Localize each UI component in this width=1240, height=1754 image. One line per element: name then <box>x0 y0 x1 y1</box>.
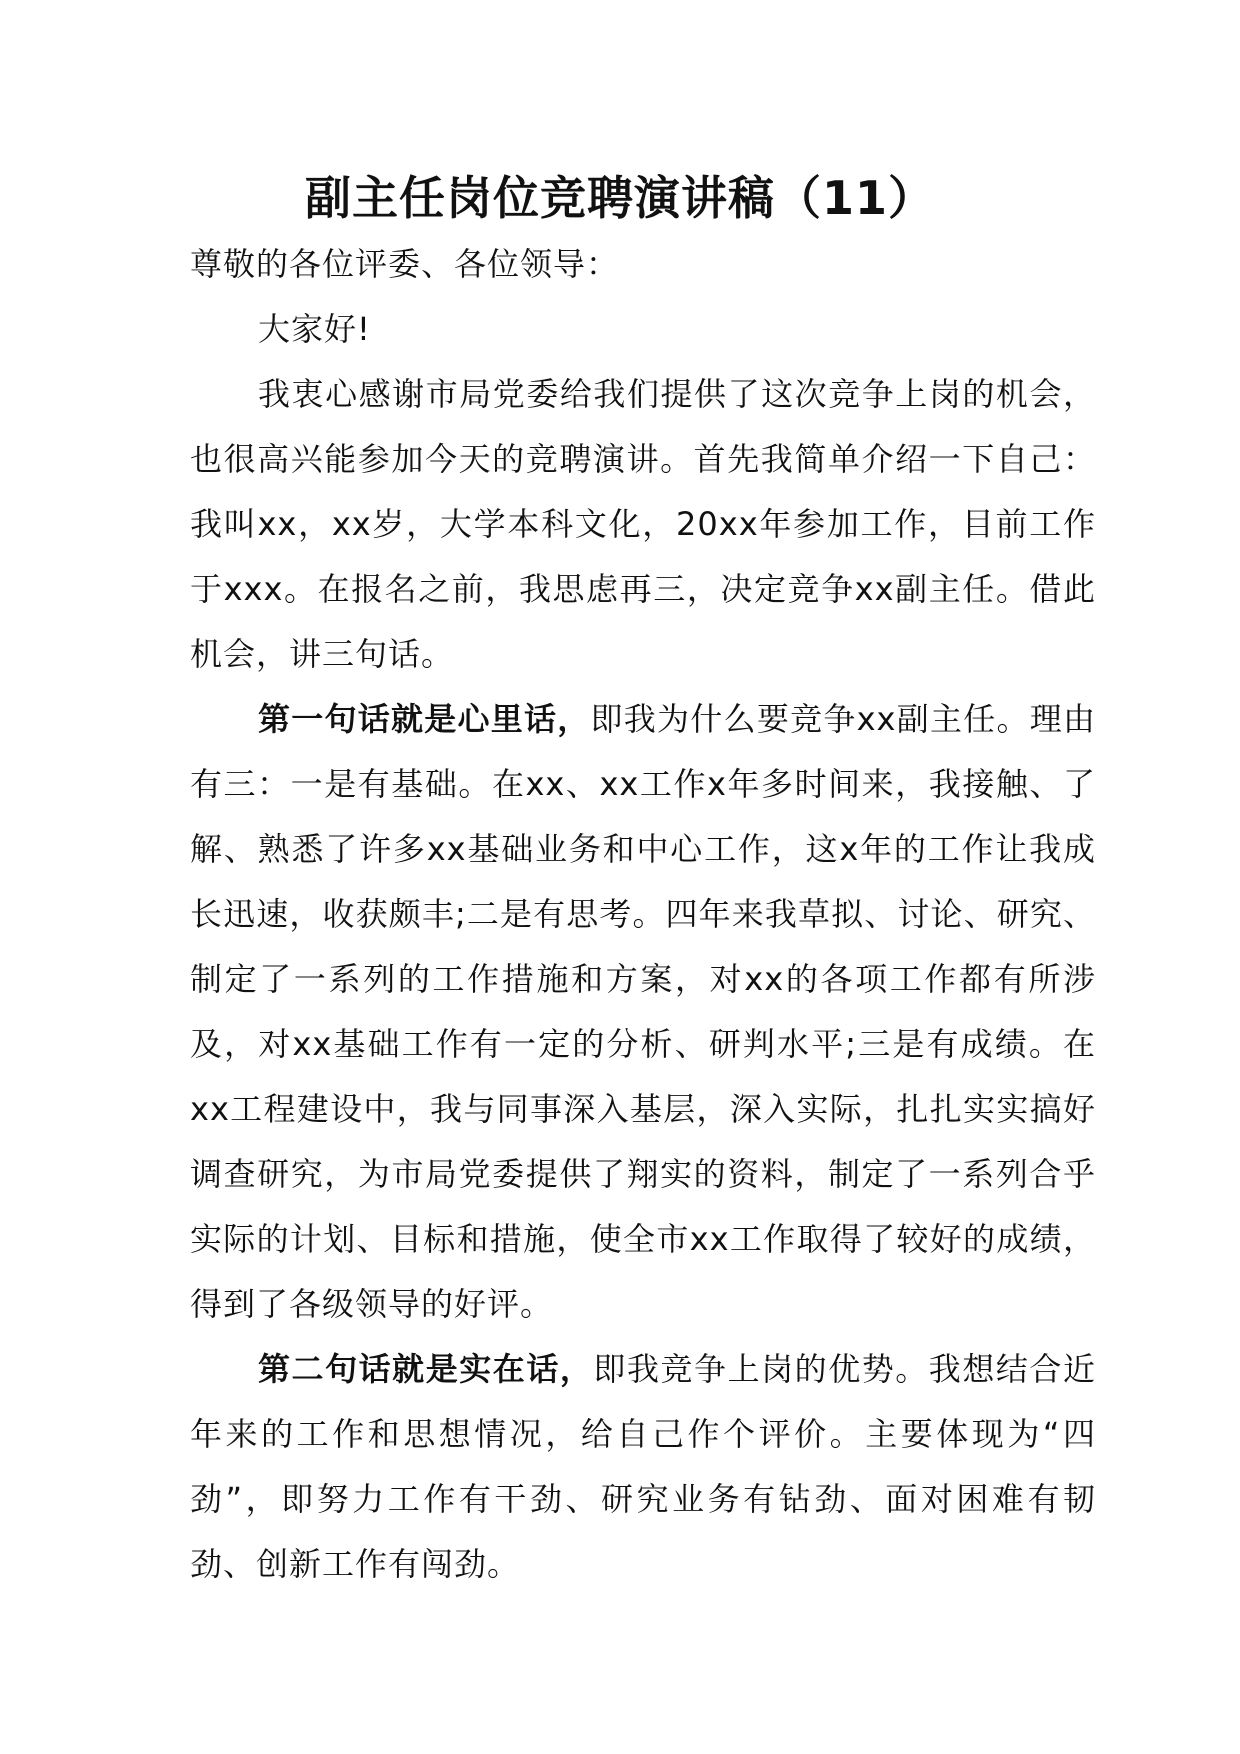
intro-paragraph: 我衷心感谢市局党委给我们提供了这次竞争上岗的机会，也很高兴能参加今天的竞聘演讲。首先我简单介绍一下自己：我叫xx，xx岁，大学本科文化，20xx年参加工作，目前工作于xxx。在报名之前，我思虑再三，决定竞争xx副主任。借此机会，讲三句话。 <box>190 375 1096 673</box>
second-point-text: 即我竞争上岗的优势。我想结合近年来的工作和思想情况，给自己作个评价。主要体现为“四劲”，即努力工作有干劲、研究业务有钻劲、面对困难有韧劲、创新工作有闯劲。 <box>190 1350 1096 1583</box>
document-body <box>190 232 1096 1597</box>
paragraph-first-point <box>190 687 1096 1337</box>
greeting: 大家好! <box>258 310 371 348</box>
salutation: 尊敬的各位评委、各位领导： <box>190 245 620 283</box>
paragraph-second-point <box>190 1337 1096 1597</box>
document-title: 副主任岗位竞聘演讲稿（11） <box>304 171 935 225</box>
first-point-heading: 第一句话就是心里话， <box>258 700 591 738</box>
first-point-text: 即我为什么要竞争xx副主任。理由有三：一是有基础。在xx、xx工作x年多时间来，我接触、了解、熟悉了许多xx基础业务和中心工作，这x年的工作让我成长迅速，收获颇丰;二是有思考。四年来我草拟、讨论、研究、制定了一系列的工作措施和方案，对xx的各项工作都有所涉及，对xx基础工作有一定的分析、研判水平;三是有成绩。在xx工程建设中，我与同事深入基层，深入实际，扎扎实实搞好调查研究，为市局党委提供了翔实的资料，制定了一系列合乎实际的计划、目标和措施，使全市xx工作取得了较好的成绩，得到了各级领导的好评。 <box>190 700 1096 1323</box>
second-point-heading: 第二句话就是实在话， <box>258 1350 594 1388</box>
